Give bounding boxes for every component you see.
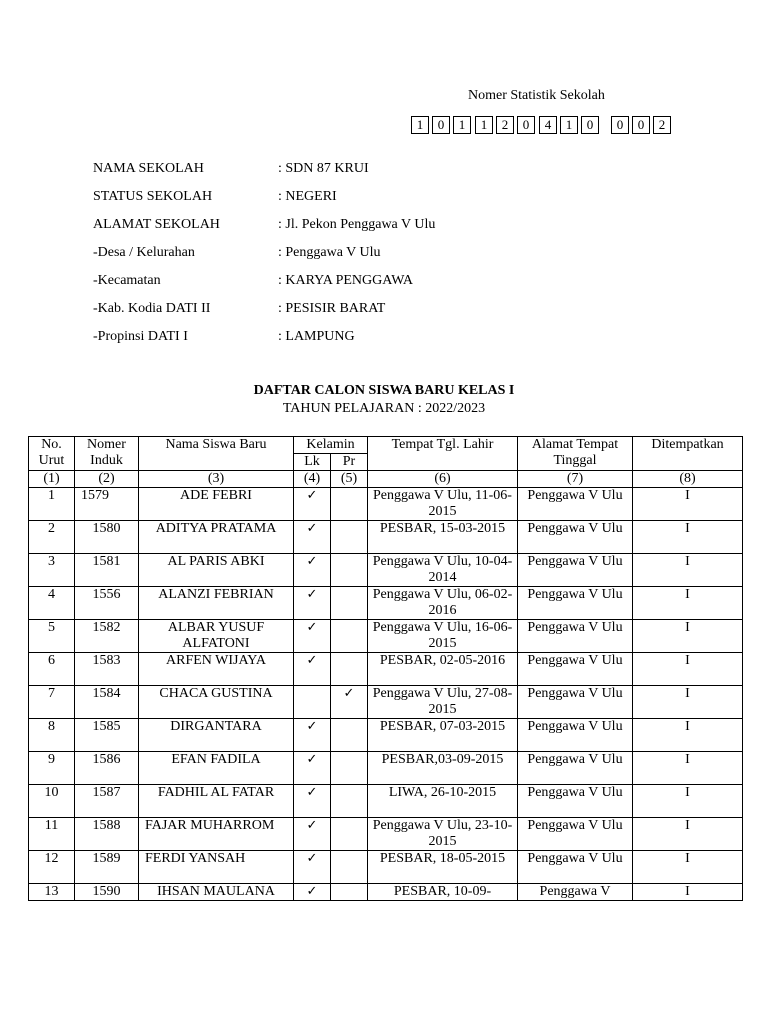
cell-nama: ALANZI FEBRIAN [139,587,294,620]
cell-nama: AL PARIS ABKI [139,554,294,587]
header-lk: Lk [294,454,331,471]
cell-alamat: Penggawa V Ulu [518,719,633,752]
nss-digit-box: 0 [432,116,450,134]
table-row [29,554,743,587]
cell-pr-check: ✓ [331,686,368,719]
header-alamat: Alamat Tempat Tinggal [518,437,633,471]
table-row [29,521,743,554]
cell-pr-check [331,785,368,818]
cell-nomer-induk: 1581 [75,554,139,587]
school-info-label: -Kab. Kodia DATI II [93,301,211,316]
cell-pr-check [331,521,368,554]
column-number: (3) [139,471,294,488]
cell-lk-check [294,686,331,719]
cell-nomer-induk: 1585 [75,719,139,752]
column-number: (5) [331,471,368,488]
cell-alamat: Penggawa V Ulu [518,554,633,587]
header-nomer-induk: Nomer Induk [75,437,139,471]
cell-alamat: Penggawa V Ulu [518,752,633,785]
cell-pr-check [331,818,368,851]
cell-no: 1 [29,488,75,521]
table-row [29,620,743,653]
cell-pr-check [331,620,368,653]
table-row [29,587,743,620]
cell-nama: ADITYA PRATAMA [139,521,294,554]
cell-nomer-induk: 1586 [75,752,139,785]
cell-pr-check [331,884,368,901]
school-info-label: ALAMAT SEKOLAH [93,217,220,232]
nss-digit-box: 0 [581,116,599,134]
table-row [29,686,743,719]
cell-nama: ADE FEBRI [139,488,294,521]
cell-no: 8 [29,719,75,752]
cell-lk-check: ✓ [294,884,331,901]
cell-tempat-tgl-lahir: Penggawa V Ulu, 23-10-2015 [368,818,518,851]
school-info-value: : Jl. Pekon Penggawa V Ulu [278,217,436,232]
cell-nama: ARFEN WIJAYA [139,653,294,686]
column-number: (2) [75,471,139,488]
cell-ditempatkan: I [633,521,743,554]
cell-tempat-tgl-lahir: Penggawa V Ulu, 11-06-2015 [368,488,518,521]
cell-lk-check: ✓ [294,752,331,785]
cell-ditempatkan: I [633,818,743,851]
cell-nama: ALBAR YUSUF ALFATONI [139,620,294,653]
cell-no: 2 [29,521,75,554]
cell-pr-check [331,752,368,785]
cell-pr-check [331,719,368,752]
nss-digit-box: 0 [611,116,629,134]
header-kelamin: Kelamin [294,437,368,454]
cell-alamat: Penggawa V Ulu [518,653,633,686]
cell-tempat-tgl-lahir: Penggawa V Ulu, 10-04-2014 [368,554,518,587]
table-row [29,851,743,884]
cell-alamat: Penggawa V Ulu [518,488,633,521]
cell-lk-check: ✓ [294,818,331,851]
cell-alamat: Penggawa V Ulu [518,785,633,818]
cell-no: 5 [29,620,75,653]
cell-tempat-tgl-lahir: PESBAR, 10-09- [368,884,518,901]
school-info-value: : NEGERI [278,189,337,204]
nss-digit-box: 4 [539,116,557,134]
cell-lk-check: ✓ [294,521,331,554]
cell-tempat-tgl-lahir: PESBAR, 02-05-2016 [368,653,518,686]
nss-digit-box: 1 [475,116,493,134]
cell-ditempatkan: I [633,653,743,686]
cell-no: 11 [29,818,75,851]
cell-ditempatkan: I [633,554,743,587]
cell-nomer-induk: 1583 [75,653,139,686]
cell-ditempatkan: I [633,719,743,752]
school-info-value: : KARYA PENGGAWA [278,273,414,288]
cell-ditempatkan: I [633,851,743,884]
school-info-label: -Desa / Kelurahan [93,245,195,260]
nss-digit-box: 0 [517,116,535,134]
nss-digit-box: 1 [411,116,429,134]
cell-lk-check: ✓ [294,554,331,587]
cell-nomer-induk: 1589 [75,851,139,884]
cell-ditempatkan: I [633,620,743,653]
cell-no: 7 [29,686,75,719]
header-tempat-tgl-lahir: Tempat Tgl. Lahir [368,437,518,471]
cell-alamat: Penggawa V Ulu [518,620,633,653]
cell-pr-check [331,653,368,686]
cell-alamat: Penggawa V Ulu [518,851,633,884]
cell-no: 4 [29,587,75,620]
column-number: (8) [633,471,743,488]
table-row [29,785,743,818]
table-row [29,884,743,901]
cell-nama: IHSAN MAULANA [139,884,294,901]
nss-digit-box: 2 [653,116,671,134]
cell-tempat-tgl-lahir: LIWA, 26-10-2015 [368,785,518,818]
nss-digit-box: 1 [453,116,471,134]
column-number: (7) [518,471,633,488]
cell-pr-check [331,851,368,884]
school-info-value: : Penggawa V Ulu [278,245,381,260]
cell-nomer-induk: 1579 [75,488,139,521]
school-info-label: -Propinsi DATI I [93,329,188,344]
table-row [29,719,743,752]
school-info-label: STATUS SEKOLAH [93,189,213,204]
cell-ditempatkan: I [633,686,743,719]
cell-alamat: Penggawa V Ulu [518,587,633,620]
cell-ditempatkan: I [633,488,743,521]
cell-nomer-induk: 1587 [75,785,139,818]
cell-lk-check: ✓ [294,587,331,620]
table-row [29,653,743,686]
table-row [29,818,743,851]
nss-digit-box: 0 [632,116,650,134]
column-number: (6) [368,471,518,488]
cell-nomer-induk: 1556 [75,587,139,620]
cell-nama: DIRGANTARA [139,719,294,752]
cell-tempat-tgl-lahir: PESBAR,03-09-2015 [368,752,518,785]
cell-no: 9 [29,752,75,785]
cell-ditempatkan: I [633,884,743,901]
column-number: (4) [294,471,331,488]
cell-nomer-induk: 1582 [75,620,139,653]
cell-pr-check [331,488,368,521]
cell-nama: FERDI YANSAH [139,851,294,884]
cell-nama: CHACA GUSTINA [139,686,294,719]
cell-alamat: Penggawa V Ulu [518,686,633,719]
school-info-label: NAMA SEKOLAH [93,161,204,176]
nss-digit-box: 2 [496,116,514,134]
cell-ditempatkan: I [633,752,743,785]
cell-lk-check: ✓ [294,719,331,752]
cell-nomer-induk: 1588 [75,818,139,851]
cell-lk-check: ✓ [294,785,331,818]
cell-nomer-induk: 1584 [75,686,139,719]
header-ditempatkan: Ditempatkan [633,437,743,471]
school-info-value: : LAMPUNG [278,329,355,344]
cell-no: 13 [29,884,75,901]
school-info-label: -Kecamatan [93,273,161,288]
column-number: (1) [29,471,75,488]
cell-alamat: Penggawa V Ulu [518,818,633,851]
cell-lk-check: ✓ [294,851,331,884]
header-no-urut: No. Urut [29,437,75,471]
table-row [29,488,743,521]
cell-nomer-induk: 1580 [75,521,139,554]
cell-tempat-tgl-lahir: PESBAR, 18-05-2015 [368,851,518,884]
cell-nama: EFAN FADILA [139,752,294,785]
student-table [28,436,743,901]
cell-tempat-tgl-lahir: PESBAR, 07-03-2015 [368,719,518,752]
cell-no: 10 [29,785,75,818]
cell-no: 3 [29,554,75,587]
cell-nama: FAJAR MUHARROM [139,818,294,851]
cell-ditempatkan: I [633,587,743,620]
cell-tempat-tgl-lahir: Penggawa V Ulu, 16-06-2015 [368,620,518,653]
header-nama-siswa: Nama Siswa Baru [139,437,294,471]
school-info-value: : PESISIR BARAT [278,301,386,316]
cell-tempat-tgl-lahir: PESBAR, 15-03-2015 [368,521,518,554]
cell-pr-check [331,554,368,587]
cell-tempat-tgl-lahir: Penggawa V Ulu, 27-08-2015 [368,686,518,719]
document-subtitle: TAHUN PELAJARAN : 2022/2023 [282,401,486,416]
document-title: DAFTAR CALON SISWA BARU KELAS I [253,383,515,398]
cell-lk-check: ✓ [294,653,331,686]
cell-nama: FADHIL AL FATAR [139,785,294,818]
cell-ditempatkan: I [633,785,743,818]
cell-alamat: Penggawa V Ulu [518,521,633,554]
nss-label: Nomer Statistik Sekolah [468,88,605,103]
school-info-value: : SDN 87 KRUI [278,161,369,176]
cell-nomer-induk: 1590 [75,884,139,901]
column-number-row [29,471,743,488]
table-row [29,752,743,785]
cell-no: 6 [29,653,75,686]
header-pr: Pr [331,454,368,471]
cell-alamat: Penggawa V [518,884,633,901]
cell-lk-check: ✓ [294,488,331,521]
cell-pr-check [331,587,368,620]
nss-digit-box: 1 [560,116,578,134]
cell-lk-check: ✓ [294,620,331,653]
cell-no: 12 [29,851,75,884]
cell-tempat-tgl-lahir: Penggawa V Ulu, 06-02-2016 [368,587,518,620]
